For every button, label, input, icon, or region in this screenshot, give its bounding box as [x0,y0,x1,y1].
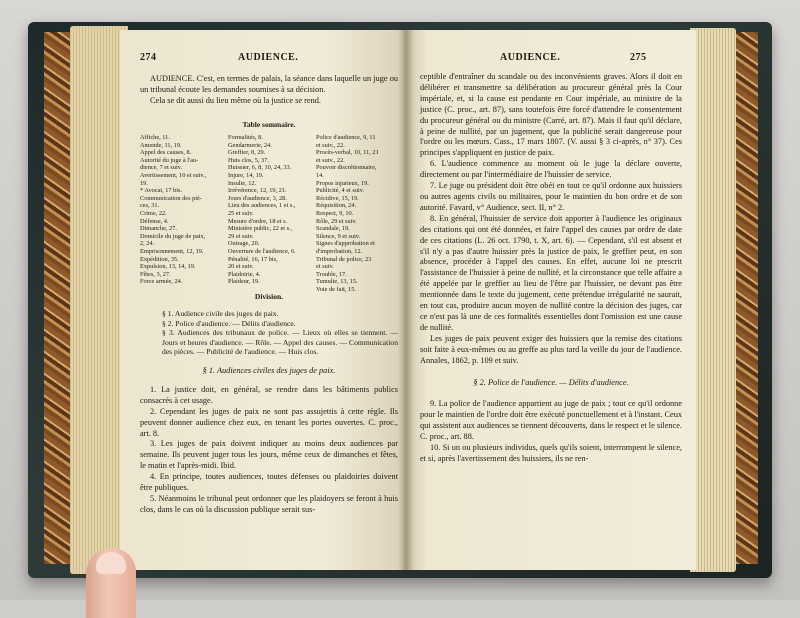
page-block-right [690,28,736,572]
toc-entry: Tribunal de police, 23 [316,255,372,263]
toc-title: Table sommaire. [242,120,296,129]
toc-entry: Lieu des audiences, 1 et s., [228,202,296,210]
paragraph: 7. Le juge ou président doit être obéi en tout ce qu'il ordonne aux huissiers ou autres agents civils ou militaires, pour le maintien du bon ordre et de son autorité. Favard, v° Audience, sect. II, n° 2. [420,181,682,212]
toc-entry: Huissier, 6, 8, 10, 24, 33. [228,164,292,172]
toc-entry: 20 et suiv. [228,263,254,271]
toc-entry: Réquisition, 24. [316,202,357,210]
toc-entry: Tumulte, 13, 15. [316,278,358,286]
toc-column-3 [316,134,402,293]
toc-entry: Outrage, 20. [228,240,260,248]
toc-entry: Défense, 4. [140,217,169,225]
toc-entry: Fêtes, 3, 27. [140,270,171,278]
division-list [140,309,398,357]
thumbnail [96,552,126,574]
toc-entry: Propos injurieux, 19. [316,179,369,187]
right-page-number: 275 [630,52,647,63]
paragraph: 2. Cependant les juges de paix ne sont pas assujettis à cette règle. Ils peuvent donner audience chez eux, en tenant les portes ouvertes. C. proc., art. 8. [140,406,398,438]
toc-entry: ces, 31. [140,202,160,210]
toc-entry: Scandale, 19. [316,225,350,233]
toc-entry: Signes d'approbation et [316,240,375,248]
paragraph: 1. La justice doit, en général, se rendre dans les bâtiments publics consacrés à cet usage. [140,384,398,405]
toc-title-wrap [140,120,398,131]
toc-entry: Dimanche, 27. [140,225,177,233]
toc-entry: Pénalité, 16, 17 bis, [228,255,278,263]
paragraph: 10. Si un ou plusieurs individus, quels qu'ils soient, interrompent le silence, et si, après l'avertissement des huissiers, ils ne ren- [420,443,682,463]
left-page [120,30,410,570]
toc-entry: Formalités, 8. [228,134,263,141]
toc-entry: Domicile du juge de paix, [140,232,206,240]
toc-entry: Publicité, 4 et suiv. [316,187,365,195]
division-block [140,292,398,357]
toc-entry: Injure, 14, 19. [228,171,264,179]
toc-entry: Amende, 11, 19. [140,141,182,149]
toc-entry: Récidive, 15, 19. [316,194,359,202]
intro-note: Cela se dit aussi du lieu même où la justice se rend. [150,95,321,105]
left-page-number: 274 [140,52,157,63]
toc-entry: Trouble, 17. [316,270,347,278]
toc-entry: et suiv., 22. [316,156,345,164]
section-1-title: § 1. Audiences civiles des juges de paix. [202,366,336,375]
toc-entry: Plaideur, 19. [228,278,260,286]
toc-column-1 [140,134,230,286]
section-2-title: § 2. Police de l'audience. — Délits d'audience. [473,378,629,388]
toc-entry: Affiche, 11. [140,134,170,141]
toc-entry: Gendarmerie, 24. [228,141,272,149]
toc-entry: 14. [316,171,324,179]
toc-entry: Irrévérence, 12, 19, 21. [228,187,287,195]
toc-entry: Huis clos, 5, 37. [228,156,269,164]
toc-entry: Voie de fait, 15. [316,285,356,293]
paragraph: ceptible d'entraîner du scandale ou des inconvénients graves. Alors il doit en délibérer et transmettre sa délibération au procureur général près la Cour impériale, et, si la cause est pendante en Cour impériale, au ministre de la justice (C. proc., art. 87), sans toutefois être forcé d'attendre le consentement du procureur général ou du ministre (Carré, art. 87). Mais il faut qu'il déclare, à peine de nullité, par un jugement, que la publicité serait dangereuse pour l'ordre ou les mœurs. Cass., 17 mars 1807. (V. aussi § 3 ci-après, n° 37). Ces principes s'appliquent en justice de paix. [420,72,682,158]
paragraph: 6. L'audience commence au moment où le juge la déclare ouverte, directement ou par l'intermédiaire de l'huissier de service. [420,159,682,180]
toc-entry: 25 et suiv. [228,209,254,217]
right-page [404,30,696,570]
section-1 [140,366,398,516]
toc-entry: Insulte, 12. [228,179,257,187]
toc-entry: Ouverture de l'audience, 6. [228,247,296,255]
toc-entry: Plaidoirie, 4. [228,270,261,278]
toc-entry: Autorité du juge à l'au- [140,156,199,164]
toc-entry: Appel des causes, 8. [140,149,192,157]
division-title: Division. [254,292,284,301]
left-running-head: AUDIENCE. [238,52,299,63]
toc-entry: Procès-verbal, 10, 11, 21 [316,149,379,157]
paragraph: 4. En principe, toutes audiences, toutes défenses ou plaidoiries doivent être publiques. [140,472,398,493]
toc-entry: Mesure d'ordre, 18 et s. [228,217,288,225]
right-running-head: AUDIENCE. [500,52,561,63]
toc-entry: dience, 7 et suiv. [140,164,183,172]
toc-entry: Rôle, 29 et suiv. [316,217,357,225]
toc-column-2 [228,134,318,286]
toc-entry: 2, 24. [140,240,155,248]
division-item: § 2. Police d'audience. — Délits d'audience. [162,318,296,328]
toc-entry: Force armée, 24. [140,278,183,286]
toc-entry: Ministère public, 22 et s., [228,225,293,233]
toc-entry: et suiv. [316,263,334,271]
toc-entry: Silence, 9 et suiv. [316,232,361,240]
toc-entry: et suiv., 22. [316,141,345,149]
toc-entry: Pouvoir discrétionnaire, [316,164,377,172]
toc-entry: d'improbation, 12. [316,247,363,255]
toc-entry: Police d'audience, 9, 11 [316,134,376,141]
division-item: § 3. Audiences des tribunaux de police. — Lieux où elles se tiennent. — Jours et heures d'audience. — Rôle. — Appel des causes. — Communication des pièces. — Publicité de l'audience. — Huis clos. [162,328,398,357]
paragraph: 9. La police de l'audience appartient au juge de paix ; tout ce qu'il ordonne pour le maintien de l'ordre doit être exécuté ponctuellement et à l'instant. Ceux qui assistent aux audiences se tiennent découverts, dans le respect et le silence. C. proc., art. 88. [420,399,682,442]
intro-definition: AUDIENCE. C'est, en termes de palais, la séance dans laquelle un juge ou un tribunal écoute les demandes soumises à sa décision. [140,74,398,94]
paragraph: 3. Les juges de paix doivent indiquer au moins deux audiences par semaine. Ils peuvent juger tous les jours, même ceux de dimanches et fêtes, le matin et l'après-midi. Ibid. [140,439,398,471]
toc-entry: Avertissement, 10 et suiv., [140,171,207,179]
division-item: § 1. Audience civile des juges de paix. [162,308,279,318]
toc-entry: 19. [140,179,148,187]
toc-entry: Jours d'audience, 3, 28. [228,194,287,202]
right-text [420,72,682,465]
paragraph: Les juges de paix peuvent exiger des huissiers que la remise des citations soit faite à eux-mêmes ou au greffe au plus tard la veille du jour de l'audience. Annales, 1862, p. 109 et suiv. [420,333,682,365]
toc-entry: Emprisonnement, 12, 19. [140,247,204,255]
toc-entry: Communication des piè- [140,194,202,202]
toc-entry: Respect, 9, 10. [316,209,354,217]
toc-entry: Greffier, 8, 29. [228,149,266,157]
toc-entry: 29 et suiv. [228,232,254,240]
toc-entry: Expulsion, 13, 14, 19. [140,263,196,271]
paragraph: 8. En général, l'huissier de service doit apporter à l'audience les originaux des citations qui ont été données, et faire l'appel des causes par ordre de date de ces citations (L. 26 oct. 1790, t. X, art. 6). — Cependant, s'il est absent et s'il n'y a pas d'autre huissier près la justice de paix, le greffier peut, en son absence, procéder à l'appel des causes. En effet, aucune loi ne prescrit l'assistance de l'huissier à peine de nullité, et la circonstance que telle affaire a été appelée par le greffier au lieu de l'être par l'huissier, ne devant pas être mentionnée dans le texte du jugement, cette prétendue irrégularité ne saurait, en tout cas, produire aucun moyen de nullité contre la décision des juges, car ce n'est pas là une de ces formalités essentielles dont l'omission est une cause de nullité. [420,213,682,332]
left-intro [140,74,398,107]
book-gutter [398,30,414,570]
toc-entry: Expédition, 35. [140,255,179,263]
toc-entry: Crime, 22. [140,209,167,217]
toc-entry: * Avocat, 17 bis. [140,187,183,195]
paragraph: 5. Néanmoins le tribunal peut ordonner que les plaidoyers se feront à huis clos, dans le cas où la discussion publique serait sus- [140,493,398,514]
